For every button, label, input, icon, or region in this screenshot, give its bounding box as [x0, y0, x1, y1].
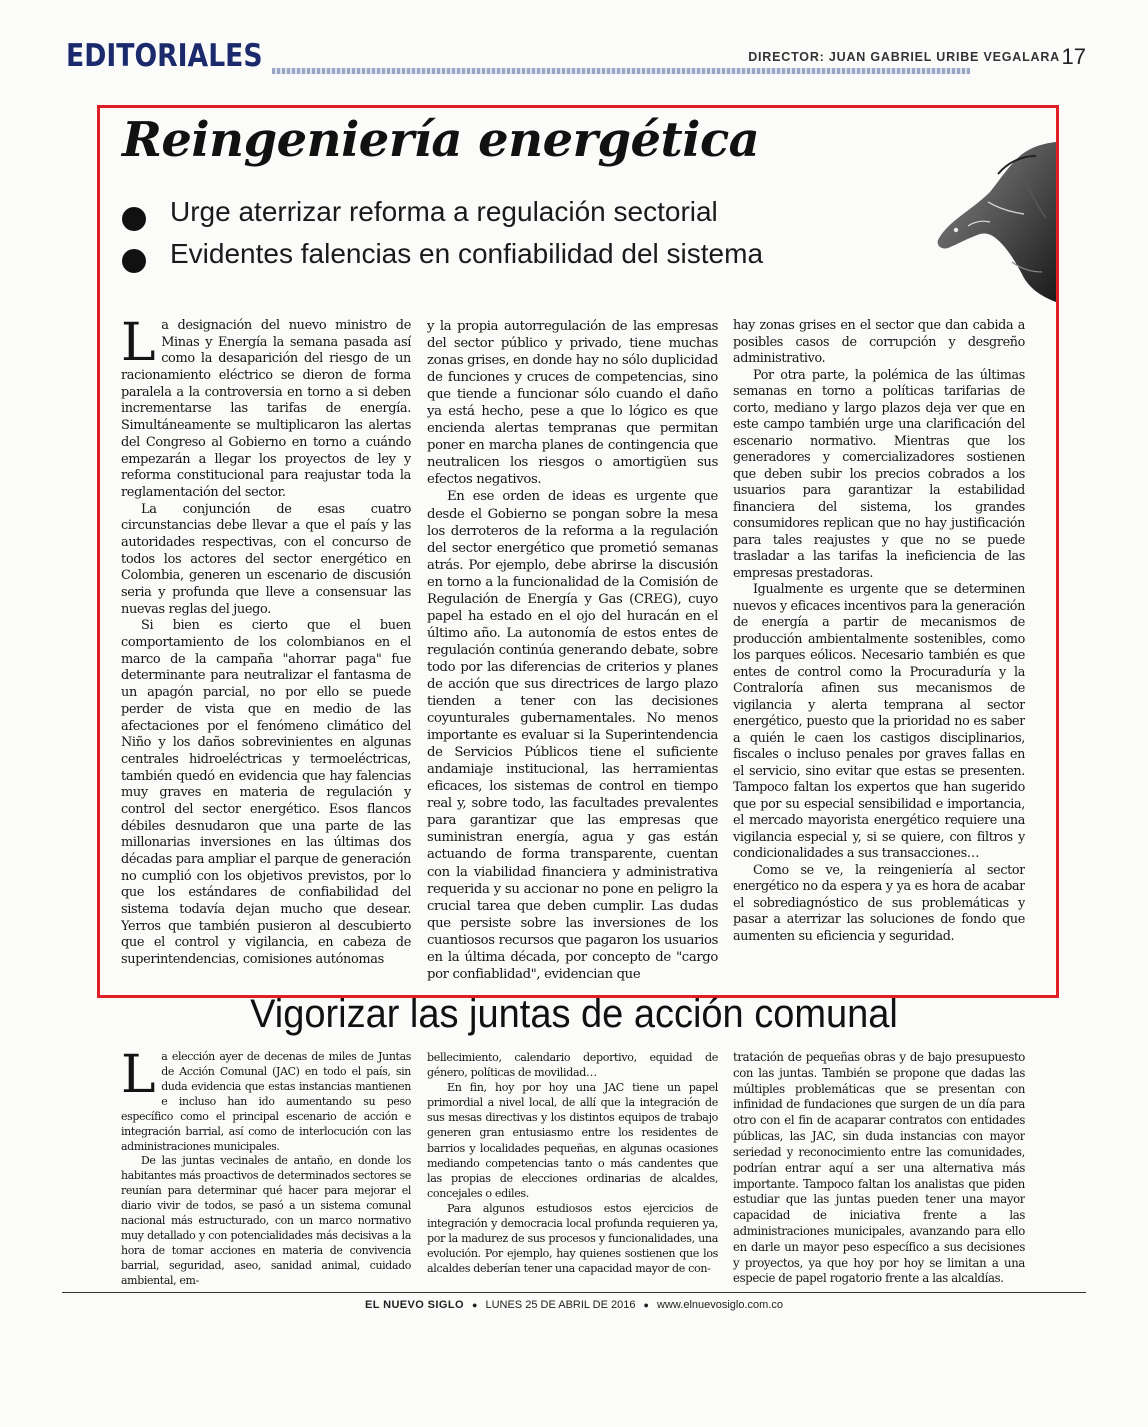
- body-paragraph: La designación del nuevo ministro de Minas y Energía la semana pasada así como la desaparición del riesgo de un racionamiento eléctrico se dieron de forma paralela a la controversia en torno a si deben incrementarse las tarifas de energía. Simultáneamente se multiplicaron las alertas del Congreso al Gobierno en torno a cuándo empezarán a llegar los proyectos de ley y reforma constitucional para reajustar toda la reglamentación del sector.: [121, 318, 411, 500]
- second-editorial-headline: Vigorizar las juntas de acción comunal: [250, 992, 898, 1036]
- body-paragraph: En ese orden de ideas es urgente que desde el Gobierno se pongan sobre la mesa los derroteros de la reforma a la regulación del sector energético que prometió semanas atrás. Por ejemplo, debe abrirse la discusión en torno a la funcionalidad de la Comisión de Regulación de Energía y Gas (CREG), cuyo papel ha estado en el ojo del huracán en el último año. La autonomía de estos entes de regulación continúa generando debate, sobre todo por las diferencias de criterios y planes de acción que sus directrices de largo plazo tienden a tener con las decisiones coyunturales gubernamentales. No menos importante es evaluar si la Superintendencia de Servicios Públicos tiene el suficiente andamiaje institucional, las herramientas eficaces, los sistemas de control en tiempo real y, sobre todo, las facultades prevalentes para garantizar que las empresas que suministran energía, agua y gas están actuando de forma transparente, cuentan con la viabilidad financiera y administrativa requerida y su accionar no pone en peligro la crucial tarea que deben cumplir. Las dudas que persiste sobre las inversiones de los cuantiosos recursos que pagaron los usuarios en la última década, por concepto de "cargo por confiablidad", evidencian que: [427, 489, 718, 982]
- body-paragraph: En fin, hoy por hoy una JAC tiene un papel primordial a nivel local, de allí que la integración de sus mesas directivas y los distintos equipos de trabajo generen gran entusiasmo entre los residentes de barrios y localidades pequeñas, en algunas ocasiones mediando competencias tanto o más candentes que las propias de elecciones ordinarias de alcaldes, concejales o ediles.: [427, 1081, 718, 1200]
- subhead-text: Urge aterrizar reforma a regulación sectorial: [170, 196, 718, 227]
- body-paragraph: La conjunción de esas cuatro circunstancias debe llevar a que el país y las autoridades respectivas, con el concurso de todos los actores del sector energético en Colombia, generen un escenario de discusión seria y profunda que lleve a consensuar las nuevas reglas del juego.: [121, 501, 411, 617]
- body-paragraph: De las juntas vecinales de antaño, en donde los habitantes más proactivos de determinados sectores se reunían para determinar qué hacer para mejorar el diario vivir de todos, se pasó a un sistema comunal nacional más estructurado, con un marco normativo muy detallado y con potencialidades más decisivas a la hora de tomar acciones en materia de convivencia barrial, seguridad, aseo, sanidad animal, cuidado ambiental, em-: [121, 1154, 411, 1287]
- editorial-headline: Reingeniería energética: [122, 112, 760, 168]
- bullet-dot-icon: [122, 249, 146, 273]
- website-url: www.elnuevosiglo.com.co: [657, 1299, 783, 1311]
- drop-cap: L: [121, 1050, 156, 1105]
- bullet-dot-icon: [122, 207, 146, 231]
- body-paragraph: Por otra parte, la polémica de las últimas semanas en torno a políticas tarifarias de corto, mediano y largo plazos deja ver que en este campo también urge una clarificación del escenario normativo. Mientras que los generadores y comercializadores sostienen que deben subir los precios cobrados a los usuarios para garantizar la estabilidad financiera del sistema, los grandes consumidores replican que no hay justificación para tales reajustes y que no se puede trasladar a las tarifas la ineficiencia de las empresas prestadoras.: [733, 367, 1025, 581]
- body-paragraph: Igualmente es urgente que se determinen nuevos y eficaces incentivos para la generación de energía a partir de mecanismos de producción ambientalmente sostenibles, como los parques eólicos. Necesario también es que entes de control como la Procuraduría y la Contraloría afinen sus mecanismos de vigilancia y alerta temprana al sector energético, puesto que la prioridad no es saber a quién le caen los castigos disciplinarios, fiscales o incluso penales por graves fallas en el servicio, sino evitar que estas se presenten. Tampoco faltan los expertos que han sugerido que por su especial sensibilidad e importancia, el mercado mayorista energético requiere una vigilancia especial y, si se quiere, con filtros y condicionalidades a sus transacciones…: [733, 582, 1025, 861]
- newspaper-name: EL NUEVO SIGLO: [364, 1299, 464, 1311]
- second-column-1: [121, 1050, 411, 1290]
- body-paragraph: Si bien es cierto que el buen comportamiento de los colombianos en el marco de la campaña "ahorrar paga" fue determinante para neutralizar el fantasma de un apagón parcial, no por ello se puede perder de vista que en medio de las afectaciones por el fenómeno climático del Niño y los daños sobrevinientes en algunas centrales hidroeléctricas y termoeléctricas, también quedó en evidencia que hay falencias muy graves en materia de regulación y control del sector energético. Esos flancos débiles desnudaron que una parte de las millonarias inversiones en las últimas dos décadas para ampliar el parque de generación no cumplió con los objetivos previstos, por lo que los estándares de confiabilidad del sistema todavía dejan mucho que desear. Yerros que también pusieron al descubierto que el control y vigilancia, en cabeza de superintendencias, comisiones autónomas: [121, 618, 411, 968]
- masthead-rule: [272, 68, 970, 74]
- horse-sculpture-icon: [928, 122, 1056, 302]
- body-paragraph: hay zonas grises en el sector que dan cabida a posibles casos de corrupción y desgreño administrativo.: [733, 318, 1025, 366]
- body-paragraph: bellecimiento, calendario deportivo, equidad de género, políticas de movilidad…: [427, 1051, 718, 1080]
- body-paragraph: y la propia autorregulación de las empresas del sector público y privado, tiene muchas zonas grises, en donde hay no sólo duplicidad de funciones y cruces de competencias, sino que tiende a funcionar sólo cuando el daño ya está hecho, pese a que lo lógico es que encienda alertas tempranas que permitan poner en marcha planes de contingencia que neutralicen los riesgos o amortigüen sus efectos negativos.: [427, 319, 718, 488]
- second-column-3: [733, 1050, 1025, 1290]
- page-footer: [0, 1299, 1148, 1311]
- issue-date: LUNES 25 DE ABRIL DE 2016: [485, 1299, 636, 1311]
- body-paragraph: Para algunos estudiosos estos ejercicios de integración y democracia local profunda requieren ya, por la madurez de sus procesos y funcionalidades, una evolución. Por ejemplo, hay quienes sostienen que los alcaldes deberían tener una capacidad mayor de con-: [427, 1201, 718, 1276]
- editorial-column-3: [733, 318, 1025, 983]
- editorial-column-1: [121, 318, 411, 983]
- section-title: EDITORIALES: [66, 38, 263, 74]
- footer-rule: [62, 1292, 1086, 1293]
- second-column-2: [427, 1050, 718, 1290]
- body-paragraph: La elección ayer de decenas de miles de Juntas de Acción Comunal (JAC) en todo el país, sin duda evidencia que estas instancias mantienen e incluso han ido aumentando su peso específico como el principal escenario de acción e integración barrial, así como de interlocución con las administraciones municipales.: [121, 1050, 411, 1153]
- page-number: 17: [1061, 44, 1086, 69]
- drop-cap: L: [121, 318, 156, 373]
- bullet-separator-icon: ●: [643, 1300, 649, 1310]
- bullet-separator-icon: ●: [471, 1300, 478, 1310]
- director-credit: DIRECTOR: JUAN GABRIEL URIBE VEGALARA: [748, 50, 1060, 64]
- body-paragraph: Como se ve, la reingeniería al sector energético no da espera y ya es hora de acabar el sobrediagnóstico de sus problemáticas y pasar a aterrizar las soluciones de fondo que aumenten su eficiencia y seguridad.: [733, 862, 1025, 944]
- body-paragraph: tratación de pequeñas obras y de bajo presupuesto con las juntas. También se propone que dadas las múltiples problemáticas que se presentan con infinidad de fundaciones que surgen de un día para otro con el fin de acaparar contratos con entidades públicas, las JAC, sin duda instancias con mayor seriedad y reconocimiento entre las comunidades, podrían entrar aquí a ser una alternativa más importante. Tampoco faltan los analistas que piden estudiar que las juntas pueden tener una mayor capacidad de iniciativa frente a las administraciones municipales, avanzando para ello en darle un mayor peso específico a sus decisiones y proyectos, ya que hoy por hoy se limitan a una especie de papel rogatorio frente a las alcaldías.: [733, 1050, 1025, 1286]
- subhead-text: Evidentes falencias en confiabilidad del sistema: [170, 238, 764, 269]
- masthead: [66, 36, 1090, 82]
- editorial-column-2: [427, 318, 718, 983]
